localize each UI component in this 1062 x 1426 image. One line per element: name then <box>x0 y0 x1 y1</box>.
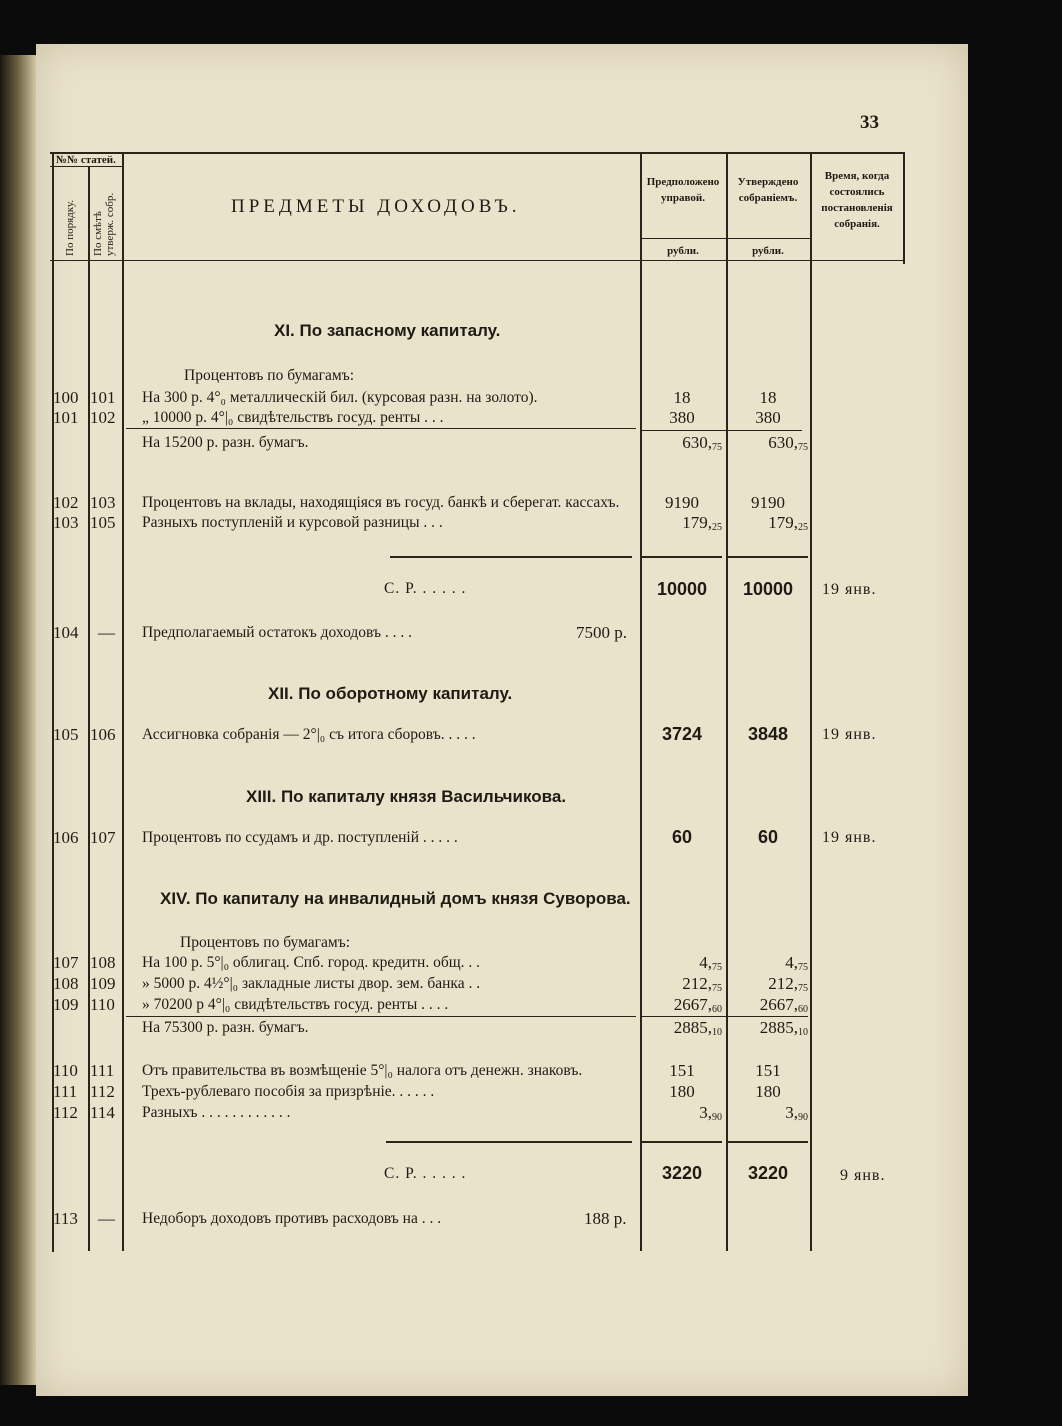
col-proposed-header: Предположено управой. <box>646 176 720 204</box>
subtotal-rule <box>642 430 802 431</box>
col-order-header: По порядку. <box>64 199 76 256</box>
section-xiv-subheading: Процентовъ по бумагамъ: <box>180 934 351 951</box>
articles-group-rule <box>50 166 122 167</box>
col-line-time <box>810 152 812 1251</box>
unit-proposed: рубли. <box>667 245 699 257</box>
total-rule <box>390 556 632 558</box>
col-time-header: Время, когда состоялись постановленія собранія. <box>821 170 893 230</box>
section-xi-title: XI. По запасному капиталу. <box>274 321 501 340</box>
table-top-rule <box>50 152 905 154</box>
section-xiii-title: XIII. По капиталу князя Васильчикова. <box>246 787 567 806</box>
subtotal-rule <box>126 1016 636 1017</box>
col-line-right <box>903 152 905 264</box>
total-rule <box>642 1141 722 1143</box>
unit-approved: рубли. <box>752 245 784 257</box>
col-estimate-header: По смѣтѣ утверж. собр. <box>92 192 116 256</box>
col-line-estimate <box>122 152 124 1251</box>
header-bottom-rule <box>50 260 905 261</box>
section-xi-subheading: Процентовъ по бумагамъ: <box>184 367 355 384</box>
section-xii-title: XII. По оборотному капиталу. <box>268 684 513 703</box>
subtotal-rule <box>126 428 636 429</box>
total-rule <box>728 1141 808 1143</box>
document-page: 33 №№ статей. По порядку. По смѣтѣ утверж. собр. ПРЕДМЕТЫ ДОХОДОВЪ. Предположено управой. Утверждено собраніемъ. Время, когда состоялись постановленія собранія. рубли. рубли. XI. По запасному капиталу. Процентовъ по бумагамъ: 100 101 На 300 р. 4°₀ металлическій бил. (курсовая разн. на золото). 18 18 101 102 „ 10000 р. 4°|₀ свидѣтельствъ госуд. ренты . . . 380 380 На 15200 р. разн. бумагъ. $630,_{75}$ $630,_{75}$ 102 103 Процентовъ на вклады, находящіяся въ госуд. банкѣ и сберегат. кассахъ. 9190 9190 103 105 Разныхъ поступленій и курсовой разницы . . . $179,_{25}$ $179,_{25}$ С. Р. . . . . . 10000 10000 19 янв. 104 — Предполагаемый остатокъ доходовъ . . . . 7500 р. XII. По оборотному капиталу. 105 106 Ассигновка собранія — 2°|₀ съ итога сборовъ. . . . . 3724 3848 19 янв. XIII. По капиталу князя Васильчикова. 106 107 Процентовъ по ссудамъ и др. поступленій . . . . . 60 60 19 янв. XIV. По капиталу на инвалидный домъ князя Суворова. Процентовъ по бумагамъ: 107 108 На 100 р. 5°|₀ облигац. Спб. город. кредитн. общ. . . $4,_{75}$ $4,_{75}$ 108 109 » 5000 р. 4½°|₀ закладные листы двор. зем. банка . . $212,_{75}$ $212,_{75}$ 109 110 » 70200 р 4°|₀ свидѣтельствъ госуд. ренты . . . . $2667,_{60}$ $2667,_{60}$ На 75300 р. разн. бумагъ. $2885,_{10}$ $2885,_{10}$ 110 111 Отъ правительства въ возмѣщеніе 5°|₀ налога отъ денежн. знаковъ. 151 151 111 112 Трехъ-рублеваго пособія за призрѣніе. . . . . . 180 180 112 114 Разныхъ . . . . . . . . . . . . $3,_{90}$ $3,_{90}$ С. Р. . . . . . 3220 3220 9 янв. 113 — Недоборъ доходовъ противъ расходовъ на . . . 188 р. <box>36 44 968 1396</box>
total-rule <box>728 556 808 558</box>
page-number: 33 <box>860 112 879 133</box>
header-title: ПРЕДМЕТЫ ДОХОДОВЪ. <box>231 196 521 217</box>
articles-group-header: №№ статей. <box>56 154 116 166</box>
col-approved-header: Утверждено собраніемъ. <box>737 176 799 204</box>
section-xiv-title: XIV. По капиталу на инвалидный домъ князя Суворова. <box>160 889 631 908</box>
units-rule <box>640 238 810 239</box>
total-rule <box>386 1141 632 1143</box>
subtotal-rule <box>642 1016 808 1017</box>
total-rule <box>642 556 722 558</box>
